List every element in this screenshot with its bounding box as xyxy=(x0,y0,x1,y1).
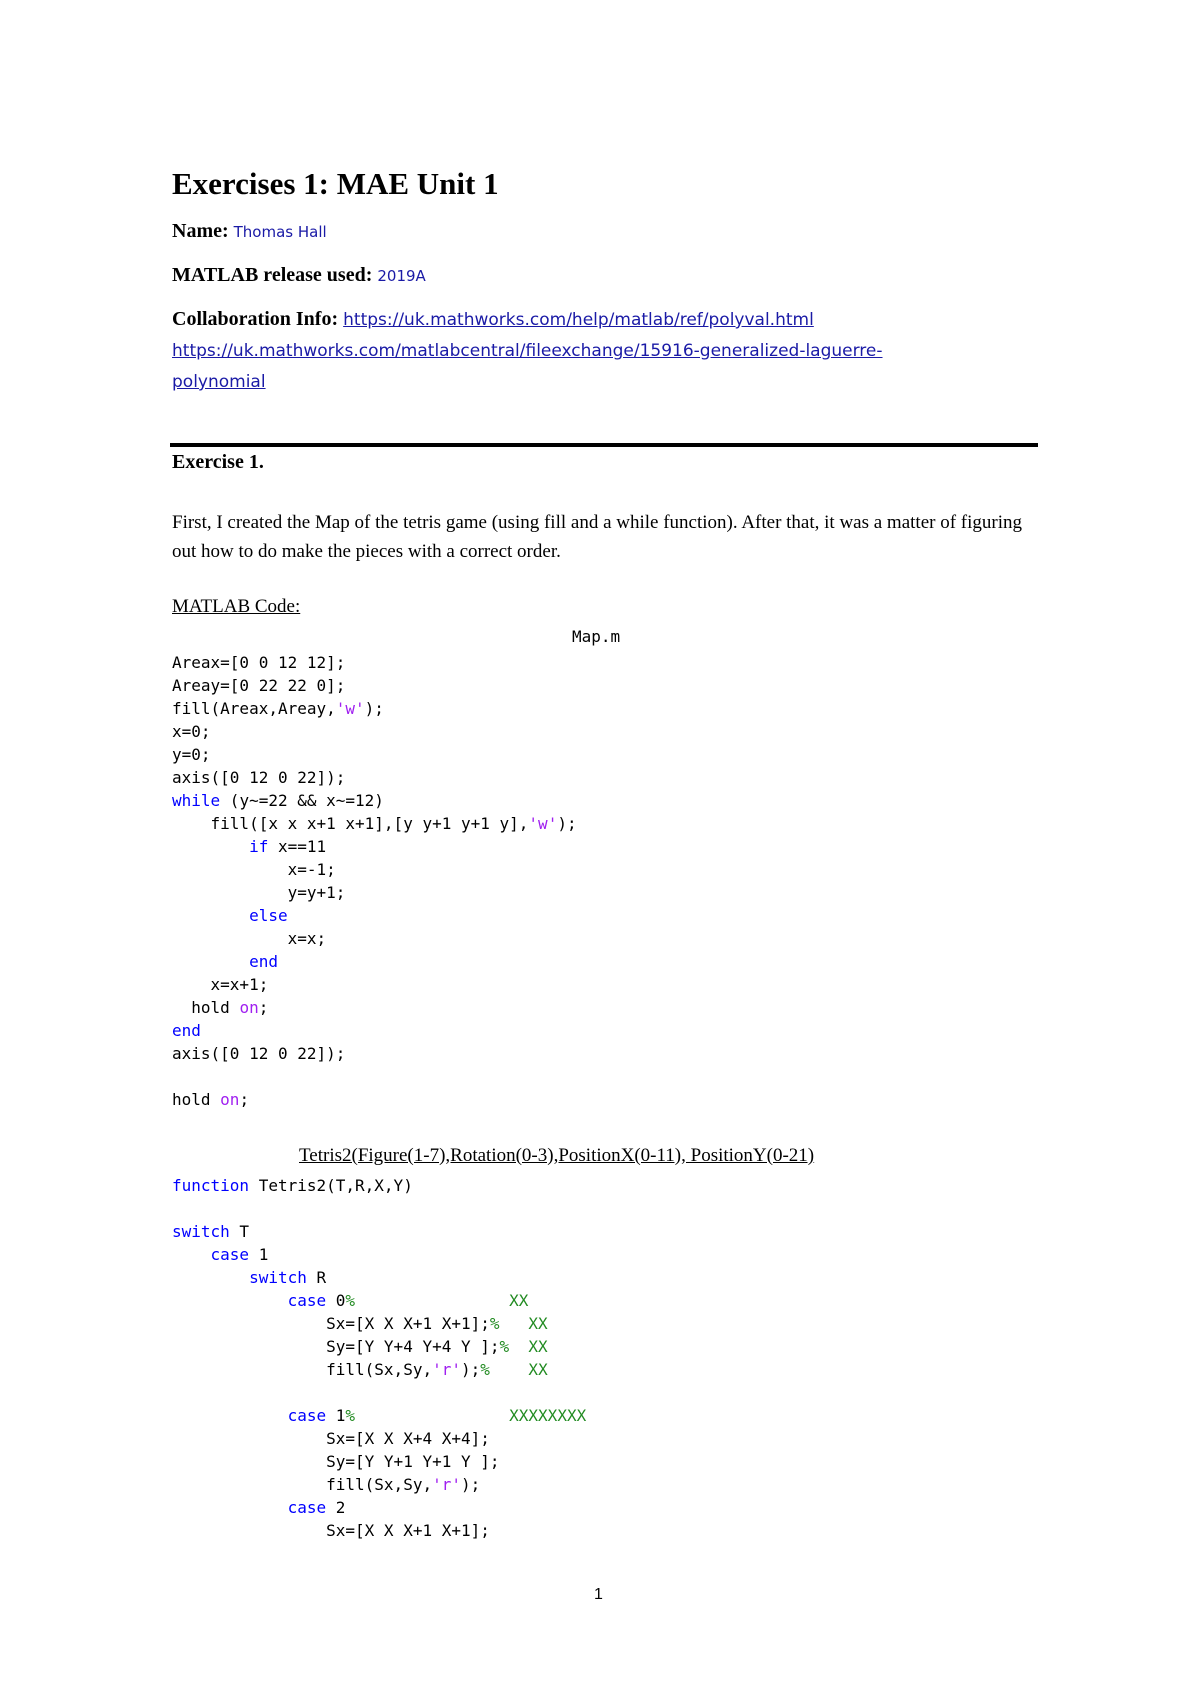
code-line xyxy=(172,929,326,948)
code-comment: % XX xyxy=(499,1337,548,1356)
code-text: Sy=[Y Y+4 Y+4 Y ]; xyxy=(172,1337,500,1356)
release-value: 2019A xyxy=(377,267,426,285)
code-text: fill([x x x+1 x+1],[y y+1 y+1 y], xyxy=(172,814,529,833)
map-code-block xyxy=(172,651,577,1111)
code-line xyxy=(172,1521,490,1540)
code-line xyxy=(172,1245,268,1264)
code-text: (y~=22 && x~=12) xyxy=(220,791,384,810)
code-string: 'w' xyxy=(335,699,365,718)
code-text: ); xyxy=(461,1360,481,1379)
collaboration-label: Collaboration Info: xyxy=(172,308,339,330)
name-value: Thomas Hall xyxy=(233,223,327,241)
code-line xyxy=(172,1090,249,1109)
code-keyword: switch xyxy=(172,1222,230,1241)
code-string: 'r' xyxy=(432,1475,461,1494)
code-text: x=x; xyxy=(172,929,327,948)
code-text xyxy=(172,1406,288,1425)
code-text: axis([0 12 0 22]); xyxy=(172,1044,346,1063)
code-text: Sx=[X X X+1 X+1]; xyxy=(172,1314,490,1333)
code-text xyxy=(172,1268,249,1287)
code-keyword: if xyxy=(249,837,269,856)
collaboration-link-laguerre[interactable]: https://uk.mathworks.com/matlabcentral/fileexchange/15916-generalized-laguerre- xyxy=(172,341,883,361)
code-section-label: MATLAB Code: xyxy=(172,596,301,617)
code-text: ; xyxy=(239,1090,250,1109)
code-line xyxy=(172,975,268,994)
document-title: Exercises 1: MAE Unit 1 xyxy=(172,166,499,201)
code-text: hold xyxy=(172,998,240,1017)
code-line xyxy=(172,1291,528,1310)
code-line xyxy=(172,1429,490,1448)
code-line xyxy=(172,837,326,856)
code-text xyxy=(172,906,249,925)
code-comment: % XX xyxy=(345,1291,529,1310)
name-row xyxy=(172,220,327,243)
tetris-function-caption: Tetris2(Figure(1-7),Rotation(0-3),PositionX(0-11), PositionY(0-21) xyxy=(299,1145,815,1166)
code-text: hold xyxy=(172,1090,221,1109)
code-line xyxy=(172,791,384,810)
code-text: Areax=[0 0 12 12]; xyxy=(172,653,346,672)
code-string: on xyxy=(220,1090,240,1109)
code-text: Areay=[0 22 22 0]; xyxy=(172,676,346,695)
name-label: Name: xyxy=(172,220,229,242)
code-line xyxy=(172,814,577,833)
exercise-heading: Exercise 1. xyxy=(172,451,264,473)
code-comment: % XX xyxy=(489,1314,548,1333)
code-line xyxy=(172,653,345,672)
code-line xyxy=(172,1337,548,1356)
code-text: 1 xyxy=(326,1406,346,1425)
section-divider xyxy=(170,443,1038,447)
code-keyword: case xyxy=(287,1406,327,1425)
code-line xyxy=(172,1314,548,1333)
code-line xyxy=(172,1406,586,1425)
code-line xyxy=(172,952,278,971)
release-label: MATLAB release used: xyxy=(172,264,373,286)
code-line xyxy=(172,883,345,902)
release-row xyxy=(172,264,426,287)
code-text: Sx=[X X X+1 X+1]; xyxy=(172,1521,490,1540)
code-text: ); xyxy=(461,1475,481,1494)
code-text: ); xyxy=(364,699,384,718)
code-text: fill(Areax,Areay, xyxy=(172,699,336,718)
code-text xyxy=(172,1291,288,1310)
collaboration-link-laguerre-cont[interactable]: polynomial xyxy=(172,372,266,392)
code-text: x=-1; xyxy=(172,860,336,879)
code-line xyxy=(172,1268,326,1287)
code-line xyxy=(172,1498,345,1517)
code-line xyxy=(172,676,345,695)
code-keyword: case xyxy=(210,1245,250,1264)
code-line xyxy=(172,722,211,741)
code-line xyxy=(172,860,336,879)
code-text: x==11 xyxy=(268,837,327,856)
code-keyword: while xyxy=(172,791,221,810)
code-line xyxy=(172,768,345,787)
code-text xyxy=(172,1245,211,1264)
code-keyword: case xyxy=(287,1291,327,1310)
collaboration-link-polyval[interactable]: https://uk.mathworks.com/help/matlab/ref/polyval.html xyxy=(343,310,814,330)
code-text: T xyxy=(229,1222,250,1241)
code-text: R xyxy=(306,1268,327,1287)
code-text xyxy=(172,1498,288,1517)
code-line xyxy=(172,906,288,925)
code-text: ); xyxy=(557,814,577,833)
code-text: Tetris2(T,R,X,Y) xyxy=(249,1176,413,1195)
code-line xyxy=(172,1021,201,1040)
page-number: 1 xyxy=(594,1586,603,1603)
code-keyword: end xyxy=(172,1021,201,1040)
code-comment: % XX xyxy=(480,1360,548,1379)
code-string: on xyxy=(239,998,259,1017)
code-text: ; xyxy=(258,998,269,1017)
code-text: y=y+1; xyxy=(172,883,346,902)
code-text: 2 xyxy=(326,1498,346,1517)
code-text: axis([0 12 0 22]); xyxy=(172,768,346,787)
exercise-description: First, I created the Map of the tetris game (using fill and a while function). After that, it was a matter of figuring out how to do make the pieces with a correct order. xyxy=(172,512,1022,562)
code-line xyxy=(172,1452,500,1471)
code-line xyxy=(172,1475,480,1494)
collaboration-row xyxy=(172,308,814,331)
code-line xyxy=(172,1044,345,1063)
code-text: 1 xyxy=(249,1245,269,1264)
code-line xyxy=(172,1176,413,1195)
code-line xyxy=(172,699,384,718)
code-text xyxy=(172,952,249,971)
code-string: 'r' xyxy=(432,1360,461,1379)
code-text: Sy=[Y Y+1 Y+1 Y ]; xyxy=(172,1452,500,1471)
code-string: 'w' xyxy=(528,814,558,833)
code-text: x=0; xyxy=(172,722,211,741)
code-text: fill(Sx,Sy, xyxy=(172,1360,433,1379)
code-keyword: function xyxy=(172,1176,250,1195)
code-comment: % XXXXXXXX xyxy=(345,1406,587,1425)
code-keyword: else xyxy=(249,906,288,925)
tetris-code-block xyxy=(172,1174,586,1542)
code-line xyxy=(172,998,268,1017)
code-text: x=x+1; xyxy=(172,975,269,994)
code-text: fill(Sx,Sy, xyxy=(172,1475,433,1494)
code-line xyxy=(172,1360,548,1379)
code-keyword: end xyxy=(249,952,278,971)
code-line xyxy=(172,1222,249,1241)
map-file-caption: Map.m xyxy=(572,627,621,646)
code-keyword: switch xyxy=(249,1268,307,1287)
code-line xyxy=(172,745,211,764)
code-text: Sx=[X X X+4 X+4]; xyxy=(172,1429,490,1448)
code-text: y=0; xyxy=(172,745,211,764)
code-text xyxy=(172,837,249,856)
code-keyword: case xyxy=(287,1498,327,1517)
code-text: 0 xyxy=(326,1291,346,1310)
